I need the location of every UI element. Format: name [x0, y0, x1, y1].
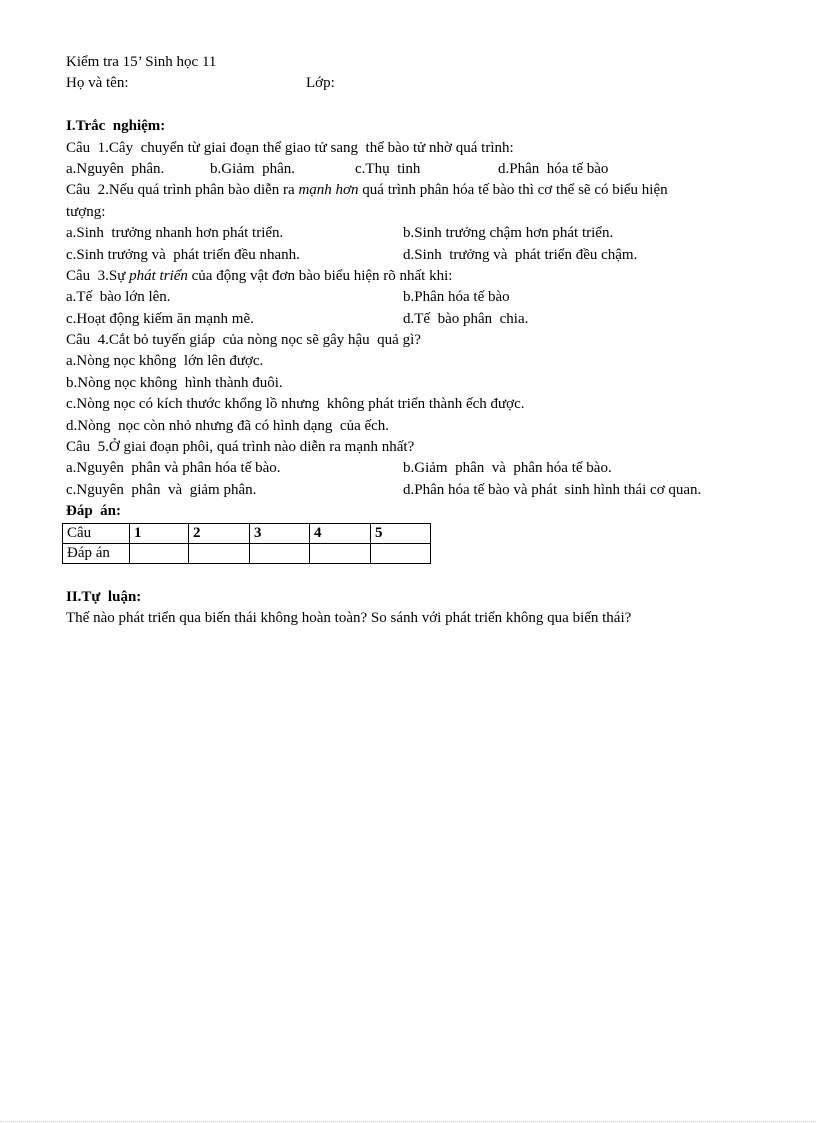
question-3-options-row2 [66, 309, 786, 330]
answer-cell [250, 543, 310, 563]
q1-option-d: d.Phân hóa tế bào [498, 160, 609, 177]
q2-text-post: quá trình phân hóa tế bào thì cơ thể sẽ có biểu hiện [358, 182, 668, 199]
q5-option-d: d.Phân hóa tế bào và phát sinh hình thái cơ quan. [403, 481, 702, 498]
class-label: Lớp: [306, 75, 335, 92]
answer-table-number: 1 [130, 523, 189, 543]
q4-option-d: d.Nòng nọc còn nhỏ nhưng đã có hình dạng của ếch. [66, 417, 390, 434]
q3-option-c: c.Hoạt động kiếm ăn mạnh mẽ. [66, 310, 254, 327]
answer-table-number: 4 [310, 523, 371, 543]
q1-option-c: c.Thụ tinh [355, 160, 421, 177]
question-2-options-row1 [66, 223, 786, 244]
q3-option-d: d.Tế bào phân chia. [403, 310, 529, 327]
essay-question: Thế nào phát triển qua biến thái không hoàn toàn? So sánh với phát triển không qua biến thái? [66, 610, 632, 627]
question-1: Câu 1.Cây chuyển từ giai đoạn thể giao tử sang thể bào tử nhờ quá trình: [66, 139, 514, 156]
answer-table-number: 5 [371, 523, 431, 543]
q2-option-b: b.Sinh trưởng chậm hơn phát triển. [403, 225, 614, 242]
q3-text-pre: Câu 3.Sự [66, 267, 130, 284]
answer-table [62, 523, 431, 564]
answer-table-row-label: Câu [63, 523, 130, 543]
answer-table-number: 2 [189, 523, 250, 543]
q4-option-a: a.Nòng nọc không lớn lên được. [66, 353, 264, 370]
exam-page [66, 52, 786, 630]
answer-table-answer-row [63, 543, 431, 563]
answer-table-header-row [63, 523, 431, 543]
q5-option-a: a.Nguyên phân và phân hóa tế bào. [66, 460, 281, 477]
question-5-options-row1 [66, 458, 786, 479]
question-2-continued: tượng: [66, 203, 106, 220]
q2-option-d: d.Sinh trưởng và phát triển đều chậm. [403, 246, 638, 263]
question-3 [66, 266, 786, 287]
spacer [66, 564, 786, 585]
answer-heading: Đáp án: [66, 503, 122, 520]
q2-text-pre: Câu 2.Nếu quá trình phân bào diễn ra [66, 182, 299, 199]
student-info-line [66, 73, 786, 94]
q3-option-b: b.Phân hóa tế bào [403, 289, 510, 306]
answer-table-number: 3 [250, 523, 310, 543]
question-5-options-row2 [66, 480, 786, 501]
answer-cell [189, 543, 250, 563]
q2-option-c: c.Sinh trưởng và phát triển đều nhanh. [66, 246, 300, 263]
question-4: Câu 4.Cắt bỏ tuyến giáp của nòng nọc sẽ gây hậu quả gì? [66, 332, 421, 349]
q3-text-post: của động vật đơn bào biểu hiện rõ nhất khi: [187, 267, 453, 284]
q1-option-b: b.Giảm phân. [210, 160, 295, 177]
exam-title: Kiểm tra 15’ Sinh học 11 [66, 54, 217, 70]
spacer [66, 95, 786, 116]
q4-option-c: c.Nòng nọc có kích thước khổng lồ nhưng không phát triển thành ếch được. [66, 396, 525, 413]
q4-option-b: b.Nòng nọc không hình thành đuôi. [66, 374, 283, 391]
answer-cell [371, 543, 431, 563]
name-label: Họ và tên: [66, 75, 129, 92]
answer-cell [130, 543, 189, 563]
q5-option-b: b.Giảm phân và phân hóa tế bào. [403, 460, 612, 477]
question-5: Câu 5.Ở giai đoạn phôi, quá trình nào diễn ra mạnh nhất? [66, 439, 415, 456]
q3-text-emphasis: phát triển [129, 267, 188, 284]
q5-option-c: c.Nguyên phân và giảm phân. [66, 481, 257, 498]
answer-cell [310, 543, 371, 563]
section2-heading: II.Tự luận: [66, 588, 142, 605]
answer-table-row-label: Đáp án [63, 543, 130, 563]
q2-option-a: a.Sinh trưởng nhanh hơn phát triển. [66, 225, 284, 242]
section1-heading: I.Trắc nghiệm: [66, 118, 166, 135]
q2-text-emphasis: mạnh hơn [298, 182, 359, 199]
question-2 [66, 180, 786, 201]
question-1-options [66, 159, 786, 180]
q3-option-a: a.Tế bào lớn lên. [66, 289, 171, 306]
question-2-options-row2 [66, 245, 786, 266]
q1-option-a: a.Nguyên phân. [66, 160, 165, 177]
question-3-options-row1 [66, 287, 786, 308]
